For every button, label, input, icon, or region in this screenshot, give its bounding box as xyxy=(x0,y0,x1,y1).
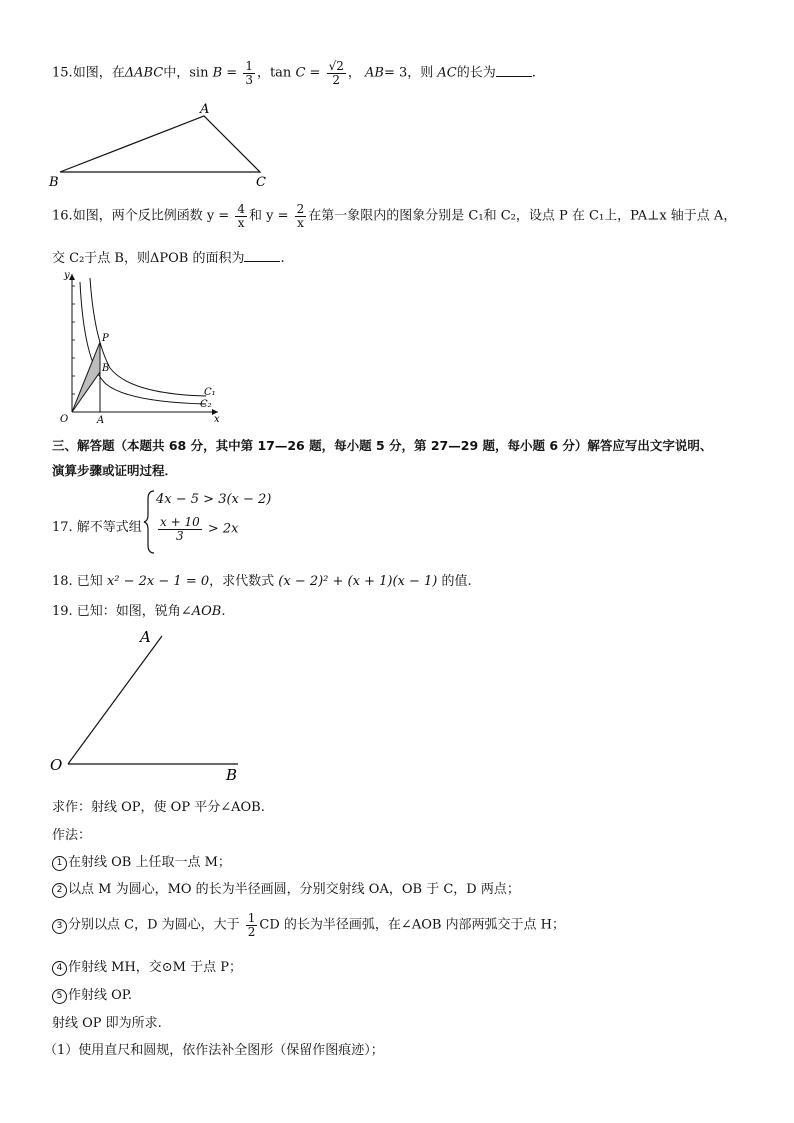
triangle-abc xyxy=(60,116,260,172)
curve-c2 xyxy=(80,282,206,404)
q15-triangle-figure xyxy=(44,100,284,190)
label-a: A xyxy=(140,628,151,646)
answer-blank[interactable] xyxy=(244,251,280,262)
label-b: B xyxy=(226,766,238,784)
label-c1: C₁ xyxy=(204,387,216,398)
q19-step-2: 2 以点 M 为圆心，MO 的长为半径画圆，分别交射线 OA，OB 于 C，D 两点； xyxy=(52,878,520,898)
q15-fraction-tanc: $\frac{√2}{2}$ xyxy=(328,59,344,87)
y-axis-arrow xyxy=(69,274,75,280)
q16-graph-figure xyxy=(50,268,230,428)
label-c2: C₂ xyxy=(200,399,212,410)
q19-task: 求作：射线 OP，使 OP 平分∠AOB. xyxy=(52,800,265,815)
triangle-pob xyxy=(72,342,100,412)
q16-fraction-2: $\frac{2}{x}$ xyxy=(296,202,305,230)
q19-result: 射线 OP 即为所求. xyxy=(52,1016,162,1031)
q18-text: 18. 已知 x² − 2x − 1 = 0，求代数式 (x − 2)² + (x + 1)(x − 1) 的值. xyxy=(52,574,472,589)
q19-angle-figure xyxy=(44,622,254,788)
q19-method: 作法： xyxy=(52,828,92,843)
q19-text: 19. 已知：如图，锐角∠AOB. xyxy=(52,604,226,619)
section-3-heading-line2: 演算步骤或证明过程． xyxy=(52,463,178,478)
label-x: x xyxy=(214,414,220,425)
q19-step-4: 4 作射线 MH，交⊙M 于点 P； xyxy=(52,956,242,976)
label-a: A xyxy=(97,415,105,426)
ray-oa xyxy=(68,636,162,764)
answer-blank[interactable] xyxy=(496,66,532,77)
q15-text: 15.如图，在ΔABC中，sin B = $\frac{1}{3}$ ，tan C = $\frac{√2}{2}$ ， AB= 3，则 AC的长为 . xyxy=(52,59,536,87)
label-c: C xyxy=(256,175,266,190)
q15-fraction-sinb: $\frac{1}{3}$ xyxy=(245,59,253,87)
q19-step-3: 3 分别以点 C，D 为圆心，大于 $\frac{1}{2}$ CD 的长为半径画弧，在∠AOB 内部两弧交于点 H； xyxy=(52,912,565,938)
label-y: y xyxy=(64,270,70,281)
label-o: O xyxy=(60,414,69,425)
q17-inequality-1: 4x − 5 > 3(x − 2) xyxy=(156,492,272,507)
q17-brace xyxy=(142,489,156,555)
q19-step-1: 1 在射线 OB 上任取一点 M； xyxy=(52,851,231,871)
q19-step-5: 5 作射线 OP. xyxy=(52,984,132,1004)
label-b: B xyxy=(102,363,110,374)
q16-text: 16.如图，两个反比例函数 y = $\frac{4}{x}$ 和 y = $\frac{2}{x}$ 在第一象限内的图象分别是 C₁和 C₂，设点 P 在 C₁上，PA⊥x 轴于点 A， xyxy=(52,202,737,230)
q17-label: 17. 解不等式组 xyxy=(52,520,142,535)
label-o: O xyxy=(50,756,63,774)
label-a: A xyxy=(200,102,210,117)
q16-fraction-1: $\frac{4}{x}$ xyxy=(237,202,245,230)
section-3-heading: 三、解答题（本题共 68 分，其中第 17—26 题，每小题 5 分，第 27—29 题，每小题 6 分）解答应写出文字说明、 xyxy=(52,438,713,453)
q19-part-1: （1）使用直尺和圆规，依作法补全图形（保留作图痕迹）； xyxy=(44,1043,384,1058)
label-p: P xyxy=(102,333,109,344)
label-b: B xyxy=(49,175,59,190)
q17-inequality-2: $\frac{x + 10}{3}$ > 2x xyxy=(160,515,239,543)
q16-text-line2: 交 C₂于点 B，则ΔPOB 的面积为 . xyxy=(52,251,285,266)
